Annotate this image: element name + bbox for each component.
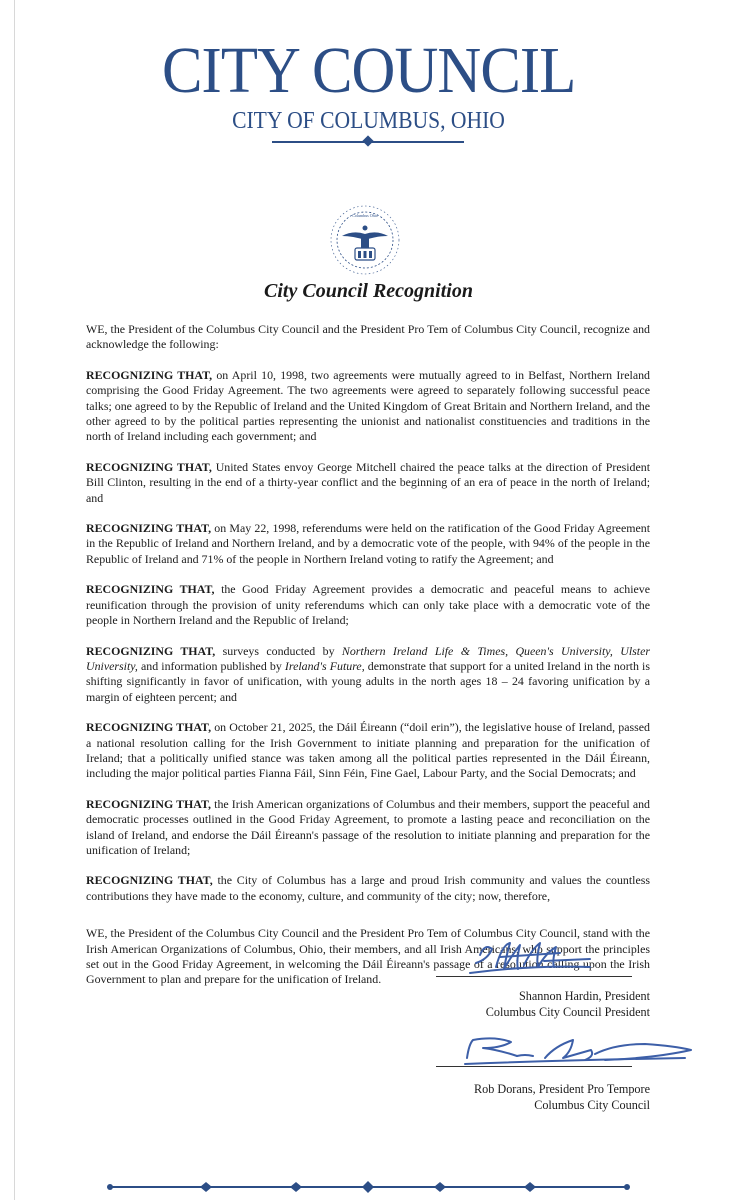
recital-text: the Good Friday Agreement provides a democratic and peaceful means to achieve reunification through the provision of unity referendums which can only take place with a democratic vote of the people in Northern Ireland and the Republic of Ireland; <box>86 582 650 628</box>
recital-paragraph <box>86 521 650 567</box>
recital-text: United States envoy George Mitchell chaired the peace talks at the direction of President Bill Clinton, resulting in the end of a thirty-year conflict and the beginning of an era of peace in the north of Ireland; and <box>86 459 650 505</box>
recital-paragraph <box>86 797 650 859</box>
letterhead-subtitle: CITY OF COLUMBUS, OHIO <box>232 108 505 134</box>
signature-line <box>436 1066 632 1067</box>
recital-lead: RECOGNIZING THAT, <box>86 720 212 735</box>
page-edge <box>14 0 15 1200</box>
recital-text: the City of Columbus has a large and proud Irish community and values the countless contributions they have made to the economy, culture, and community of the city; now, therefore, <box>86 873 650 903</box>
signatory-name: Rob Dorans, President Pro Tempore <box>474 1082 650 1096</box>
seal-text: Columbus Ohio <box>352 213 378 218</box>
recital-source-italic: Ireland's Future, <box>284 658 365 673</box>
letterhead-rule-ornament <box>362 135 373 146</box>
recital-paragraph <box>86 873 650 904</box>
intro-paragraph: WE, the President of the Columbus City Council and the President Pro Tem of Columbus City Council, recognize and acknowledge the following: <box>86 322 650 352</box>
signatory-block <box>370 988 650 1020</box>
recital-paragraph <box>86 460 650 506</box>
recital-lead: RECOGNIZING THAT, <box>86 873 213 888</box>
signatory-block <box>370 1081 650 1113</box>
bottom-ornamental-border <box>0 1180 737 1194</box>
recital-paragraph <box>86 582 650 628</box>
recital-text: on May 22, 1998, referendums were held on the ratification of the Good Friday Agreement in the Republic of Ireland and Northern Ireland, and by a democratic vote of the people, with 94% of the people in the Republic of Ireland and 71% of the people in Northern Ireland voting to ratify the Agreement; and <box>86 521 650 566</box>
recital-lead: RECOGNIZING THAT, <box>86 459 212 474</box>
recital-text: demonstrate that support for a united Ireland in the north is shifting significantly in favor of unification, with young adults in the north ages 18 – 24 favoring unification by a margin of eighteen percent; and <box>86 658 650 704</box>
closing-paragraph: WE, the President of the Columbus City Council and the President Pro Tem of Columbus City Council, stand with the Irish American Organizations of Columbus, Ohio, their members, and all Irish Americans, who support the principles set out in the Good Friday Agreement, in welcoming the Dáil Éireann's passage of a resolution calling upon the Irish Government to plan and prepare for the unification of Ireland. <box>86 926 650 987</box>
signatory-title: Columbus City Council President <box>485 1005 650 1019</box>
letterhead-title: CITY COUNCIL <box>161 34 576 107</box>
recital-text: and information published by <box>137 658 285 673</box>
recital-text: the Irish American organizations of Columbus and their members, support the peaceful and democratic processes outlined in the Good Friday Agreement, to promote a lasting peace and reconciliation on the island of Ireland, and endorse the Dáil Éireann's passage of the resolution to initiate planning and preparation for the unification of Ireland; <box>86 796 650 857</box>
signature-dorans-icon <box>445 1030 705 1075</box>
recital-lead: RECOGNIZING THAT, <box>86 643 216 658</box>
recital-lead: RECOGNIZING THAT, <box>86 367 213 382</box>
recital-lead: RECOGNIZING THAT, <box>86 582 215 597</box>
recital-source-italic: Northern Ireland Life & Times, Queen's University, Ulster University, <box>86 643 650 673</box>
document-body <box>86 322 650 1003</box>
signature-hardin-icon <box>440 935 640 980</box>
recital-paragraph <box>86 368 650 445</box>
recital-lead: RECOGNIZING THAT, <box>86 796 212 811</box>
recital-lead: RECOGNIZING THAT, <box>86 521 212 536</box>
recital-text: surveys conducted by <box>215 643 342 658</box>
letterhead <box>0 34 737 134</box>
recital-paragraph <box>86 644 650 706</box>
signature-line <box>436 976 632 977</box>
recital-text: on October 21, 2025, the Dáil Éireann (“doil erin”), the legislative house of Ireland, passed a national resolution calling for the Irish Government to initiate planning and preparation for the unification of Ireland; that a politically unified stance was taken among all the political parties represented in the Dáil Éireann, including the major political parties Fianna Fáil, Sinn Féin, Fine Gael, Labour Party, and the Social Democrats; and <box>86 720 650 781</box>
signatory-name: Shannon Hardin, President <box>519 989 650 1003</box>
signatory-title: Columbus City Council <box>534 1098 650 1112</box>
city-seal-icon <box>320 200 410 280</box>
document-title: City Council Recognition <box>264 280 473 302</box>
recital-text: on April 10, 1998, two agreements were mutually agreed to in Belfast, Northern Ireland comprising the Good Friday Agreement. The two agreements were agreed to separately following successful peace talks; one agreed to by the Republic of Ireland and the United Kingdom of Great Britain and Northern Ireland, and the other agreed to by the political parties representing the unionist and nationalist constituencies and traditions in the north of Ireland including each government; and <box>86 367 650 444</box>
recital-paragraph <box>86 720 650 782</box>
